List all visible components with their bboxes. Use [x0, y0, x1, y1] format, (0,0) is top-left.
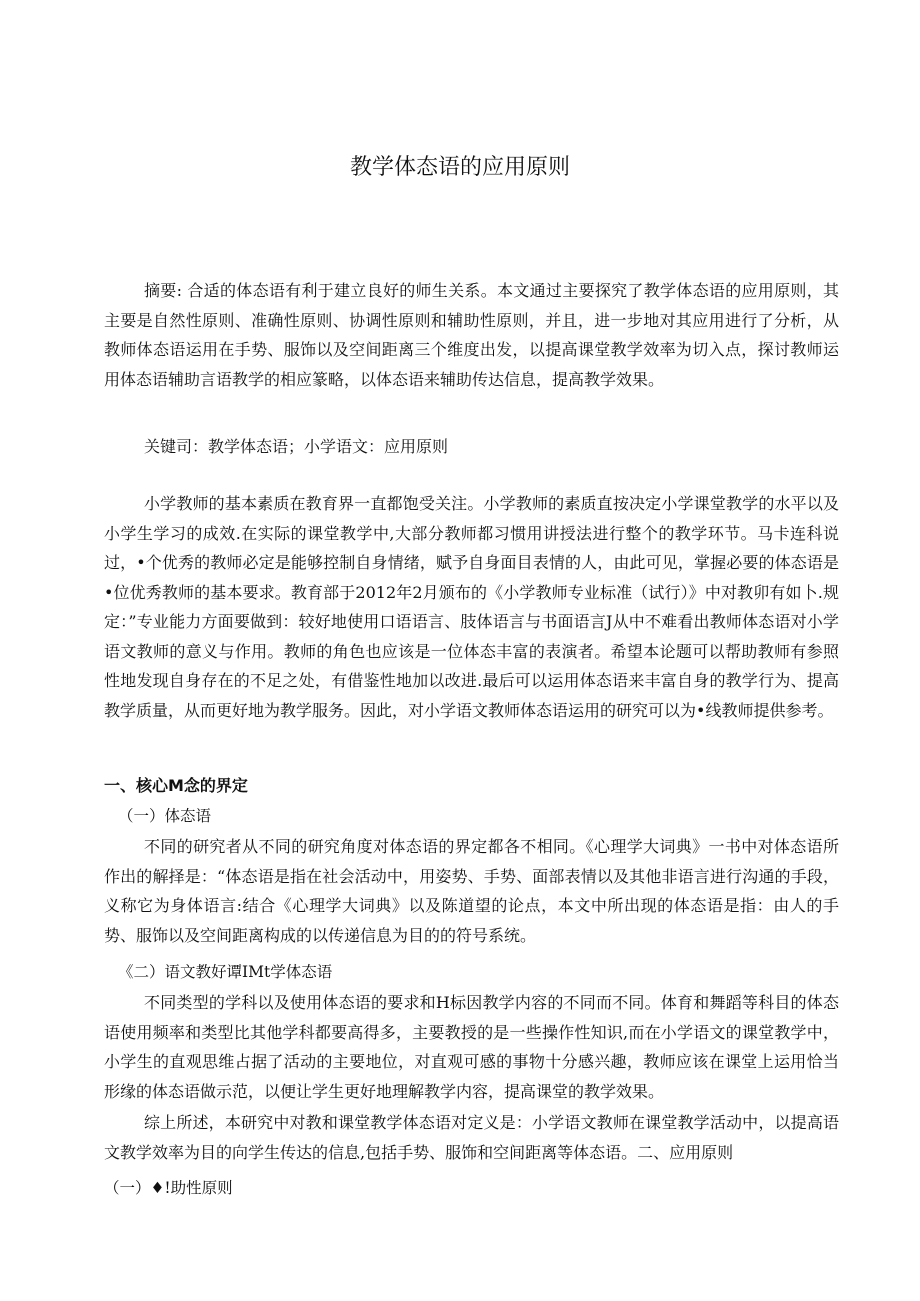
document-title: 教学体态语的应用原则: [349, 155, 570, 180]
summary-paragraph: 综上所述，本研究中对教和课堂教学体态语对定义是：小学语文教师在课堂教学活动中，以提高语文教学效率为目的向学生传达的信息,包括手势、服饰和空间距离等体态语。二、应用原则: [104, 1113, 839, 1162]
abstract-paragraph: 摘要: 合适的体态语有利于建立良好的师生关系。本文通过主要探究了教学体态语的应用原则，其主要是自然性原则、准确性原则、协调性原则和辅助性原则，并且，进一步地对其应用进行了分析，从教师体态语运用在手势、服饰以及空间距离三个维度出发，以提高课堂教学效率为切入点，探讨教师运用体态语辅助言语教学的相应篆略，以体态语来辅助传达信息，提高教学效果。: [104, 281, 839, 389]
intro-paragraph: 小学教师的基本素质在教育界一直都饱受关注。小学教师的素质直按决定小学课堂教学的水平以及小学生学习的成效.在实际的课堂教学中,大部分教师都习惯用讲授法进行整个的教学环节。马卡连科说过，•个优秀的教师必定是能够控制自身情绪，赋予自身面目表情的人，由此可见，掌握必要的体态语是•位优秀教师的基本要求。教育部于2012年2月颁布的《小学教师专业标准（试行）》中对教卯有如卜.规定：”专业能力方面要做到：较好地使用口语语言、肢体语言与书面语言J从中不难看出教师体态语对小学语文教师的意义与作用。教师的角色也应该是一位体态丰富的表演者。希望本论题可以帮助教师有参照性地发现自身存在的不足之处，有借鉴性地加以改进.最后可以运用体态语来丰富自身的教学行为、提高教学质量，从而更好地为教学服务。因此，对小学语文教师体态语运用的研究可以为•线教师提供参考。: [104, 494, 839, 720]
body-paragraph-2: 不同类型的学科以及使用体态语的要求和H标因教学内容的不同而不同。体育和舞蹈等科目的体态语使用频率和类型比其他学科都要高得多，主要教授的是一些操作性知识,而在小学语文的课堂教学中，小学生的直观思维占据了活动的主要地位，对直观可感的事物十分感兴趣，教师应该在课堂上运用恰当形缘的体态语做示范，以便让学生更好地理解教学内容，提高课堂的教学效果。: [104, 993, 839, 1101]
keywords-line: 关键司：教学体态语；小学语文：应用原则: [144, 437, 449, 456]
subsection-heading-3: （一）♦!助性原则: [104, 1179, 233, 1197]
subsection-heading-2: 《二）语文教好谭IMt学体态语: [118, 963, 333, 981]
subsection-heading-1: （一）体态语: [118, 807, 212, 825]
section-heading-1: 一、核心M念的界定: [104, 776, 248, 795]
body-paragraph-1: 不同的研究者从不同的研究角度对体态语的界定都各不相同。《心理学大词典》一书中对体态语所作出的解择是：“体态语是指在社会活动中，用姿势、手势、面部表情以及其他非语言进行沟通的手段，义称它为身体语言:结合《心理学大词典》以及陈道望的论点，本文中所出现的体态语是指：由人的手势、服饰以及空间距离构成的以传递信息为目的的符号系统。: [104, 837, 839, 945]
